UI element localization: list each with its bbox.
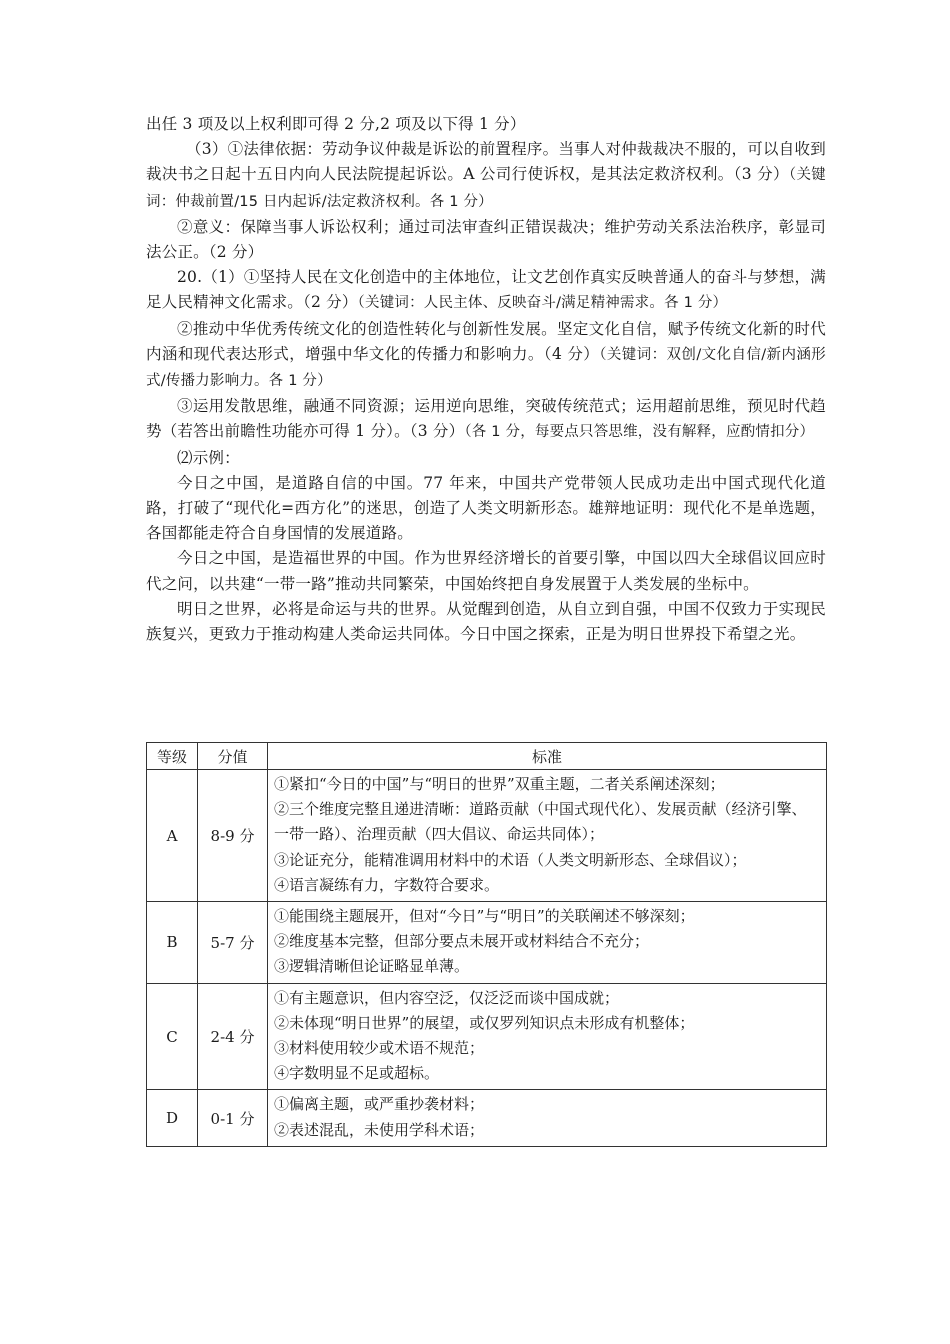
- criteria-item: ③论证充分，能精准调用材料中的术语（人类文明新形态、全球倡议）；: [274, 850, 747, 869]
- grade-cell: D: [147, 1090, 198, 1146]
- table-header-row: [147, 743, 827, 770]
- criteria-item: ①有主题意识，但内容空泛，仅泛泛而谈中国成就；: [274, 988, 620, 1007]
- paragraph-example-2: 今日之中国，是造福世界的中国。作为世界经济增长的首要引擎，中国以四大全球倡议回应时代之问，以共建“一带一路”推动共同繁荣，中国始终把自身发展置于人类发展的坐标中。: [146, 549, 826, 593]
- paragraph-q3-significance: ②意义：保障当事人诉讼权利；通过司法审查纠正错误裁决；维护劳动关系法治秩序，彰显司法公正。（2 分）: [146, 217, 826, 262]
- criteria-cell: [268, 902, 827, 984]
- table-row: [147, 770, 827, 902]
- grade-cell: C: [147, 983, 198, 1090]
- header-grade: 等级: [147, 743, 198, 770]
- criteria-cell: [268, 770, 827, 902]
- score-cell: 8-9 分: [198, 770, 268, 902]
- grade-cell: A: [147, 770, 198, 902]
- paragraph-q20-point3: ③运用发散思维，融通不同资源；运用逆向思维，突破传统范式；运用超前思维，预见时代趋势（若答出前瞻性功能亦可得 1 分）。（3 分）（各 1 分，每要点只答思维，没有解释，应酌情扣分）: [146, 397, 826, 441]
- criteria-item: ④语言凝练有力，字数符合要求。: [274, 875, 500, 894]
- header-score: 分值: [198, 743, 268, 770]
- criteria-item: ①能围绕主题展开，但对“今日”与“明日”的关联阐述不够深刻；: [274, 907, 695, 926]
- paragraph-q20-point2: ②推动中华优秀传统文化的创造性转化与创新性发展。坚定文化自信，赋予传统文化新的时代内涵和现代表达形式，增强中华文化的传播力和影响力。（4 分）（关键词：双创/文化自信/新内涵形式/传播力影响力。各 1 分）: [146, 319, 826, 390]
- criteria-item: ①紧扣“今日的中国”与“明日的世界”双重主题，二者关系阐述深刻；: [274, 775, 725, 793]
- paragraph-q20-point1: 20.（1）①坚持人民在文化创造中的主体地位，让文艺创作真实反映普通人的奋斗与梦想，满足人民精神文化需求。（2 分）（关键词：人民主体、反映奋斗/满足精神需求。各 1 分）: [146, 268, 826, 312]
- criteria-item: ③材料使用较少或术语不规范；: [274, 1039, 485, 1058]
- score-cell: 0-1 分: [198, 1090, 268, 1146]
- answer-text: [146, 112, 826, 647]
- header-criteria: 标准: [268, 743, 827, 770]
- criteria-item: ④字数明显不足或超标。: [274, 1064, 440, 1083]
- table-row: [147, 1090, 827, 1146]
- paragraph-example-heading: ⑵示例：: [177, 448, 240, 467]
- paragraph-scoring-note: 出任 3 项及以上权利即可得 2 分,2 项及以下得 1 分）: [146, 115, 526, 133]
- criteria-cell: [268, 983, 827, 1090]
- criteria-item: ②三个维度完整且递进清晰：道路贡献（中国式现代化）、发展贡献（经济引擎、一带一路）、治理贡献（四大倡议、命运共同体）；: [274, 800, 807, 844]
- grading-table: [146, 742, 827, 1147]
- paragraph-example-3: 明日之世界，必将是命运与共的世界。从觉醒到创造，从自立到自强，中国不仅致力于实现民族复兴，更致力于推动构建人类命运共同体。今日中国之探索，正是为明日世界投下希望之光。: [146, 599, 826, 644]
- grade-cell: B: [147, 902, 198, 984]
- paragraph-example-1: 今日之中国，是道路自信的中国。77 年来，中国共产党带领人民成功走出中国式现代化道路，打破了“现代化=西方化”的迷思，创造了人类文明新形态。雄辩地证明：现代化不是单选题，各国都能走符合自身国情的发展道路。: [146, 473, 826, 543]
- score-cell: 2-4 分: [198, 983, 268, 1090]
- criteria-item: ②表述混乱，未使用学科术语；: [274, 1120, 485, 1139]
- criteria-item: ②未体现“明日世界”的展望，或仅罗列知识点未形成有机整体；: [274, 1013, 695, 1032]
- criteria-item: ②维度基本完整，但部分要点未展开或材料结合不充分；: [274, 932, 650, 951]
- paragraph-q3-legal-basis: （3）①法律依据：劳动争议仲裁是诉讼的前置程序。当事人对仲裁裁决不服的，可以自收到裁决书之日起十五日内向人民法院提起诉讼。A 公司行使诉权，是其法定救济权利。（3 分）（关键词：仲裁前置/15 日内起诉/法定救济权利。各 1 分）: [146, 140, 826, 210]
- criteria-cell: [268, 1090, 827, 1146]
- score-cell: 5-7 分: [198, 902, 268, 984]
- criteria-item: ③逻辑清晰但论证略显单薄。: [274, 957, 470, 976]
- table-row: [147, 902, 827, 984]
- criteria-item: ①偏离主题，或严重抄袭材料；: [274, 1095, 485, 1114]
- table-row: [147, 983, 827, 1090]
